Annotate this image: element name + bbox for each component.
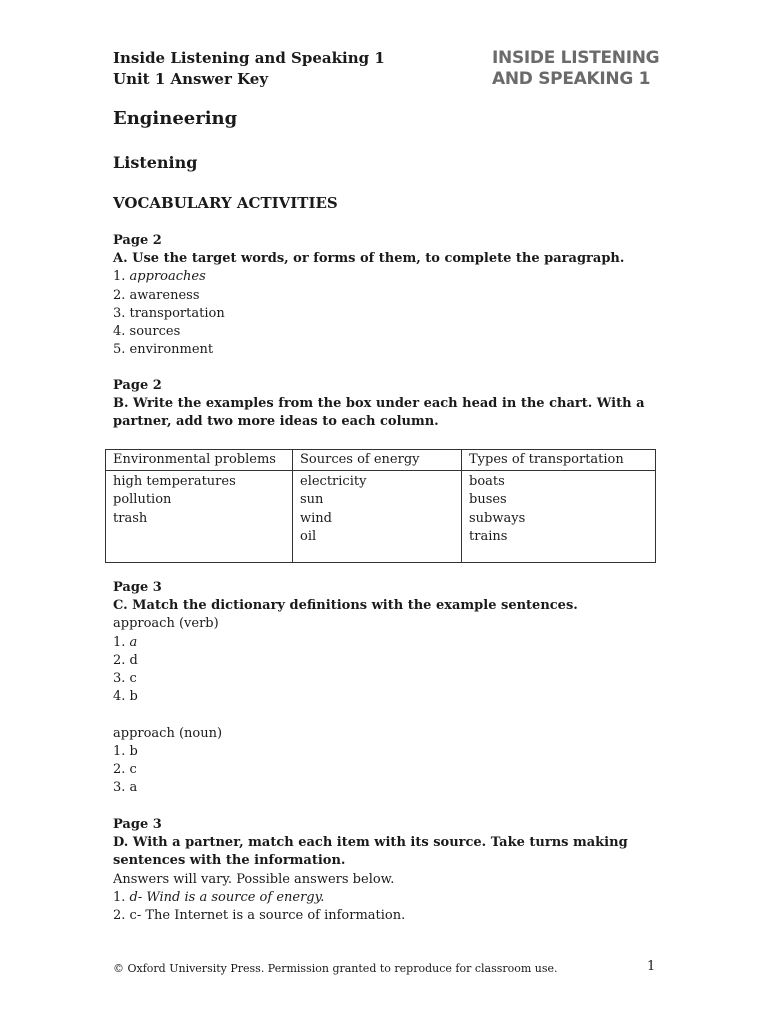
- section-heading: Listening: [113, 153, 198, 172]
- examples-chart: [105, 449, 656, 563]
- table-header: Types of transportation: [462, 450, 656, 471]
- table-header-row: [106, 450, 656, 471]
- list-item: 2. d: [113, 652, 138, 668]
- activity-b: [113, 377, 658, 432]
- table-row: [106, 471, 656, 563]
- note: Answers will vary. Possible answers below.: [113, 871, 395, 887]
- table-cell: boats buses subways trains: [462, 471, 656, 563]
- table-header: Sources of energy: [293, 450, 462, 471]
- table-cell: high temperatures pollution trash: [106, 471, 293, 563]
- unit-title: Unit 1 Answer Key: [113, 70, 269, 88]
- logo-line-1: INSIDE LISTENING: [492, 48, 660, 68]
- page-ref: Page 3: [113, 817, 162, 832]
- list-item: 1. approaches: [113, 269, 206, 285]
- page-ref: Page 2: [113, 233, 162, 248]
- list-item: 5. environment: [113, 342, 214, 358]
- activity-d: [113, 816, 658, 925]
- instruction: A. Use the target words, or forms of them, to complete the paragraph.: [113, 251, 625, 267]
- list-item: 1. a: [113, 634, 138, 650]
- list-item: 2. awareness: [113, 287, 200, 303]
- page-ref: Page 2: [113, 378, 162, 393]
- page-number: 1: [647, 959, 656, 974]
- group-label: approach (noun): [113, 725, 223, 741]
- page-ref: Page 3: [113, 580, 162, 595]
- list-item: 2. c: [113, 762, 137, 778]
- activity-a: [113, 232, 658, 359]
- list-item: 1. b: [113, 743, 138, 759]
- activity-c: [113, 579, 658, 797]
- book-title: Inside Listening and Speaking 1: [113, 49, 385, 67]
- list-item: 3. c: [113, 671, 137, 687]
- list-item: 4. sources: [113, 324, 181, 340]
- group-label: approach (verb): [113, 616, 219, 632]
- logo-line-2: AND SPEAKING 1: [492, 69, 651, 89]
- list-item: 1. d- Wind is a source of energy.: [113, 889, 325, 905]
- instruction: C. Match the dictionary definitions with the example sentences.: [113, 598, 578, 614]
- unit-topic-title: Engineering: [113, 108, 238, 129]
- instruction: D. With a partner, match each item with its source. Take turns making sentences with the information.: [113, 835, 628, 869]
- series-logo: [492, 48, 659, 90]
- subsection-heading: VOCABULARY ACTIVITIES: [113, 194, 338, 212]
- table-cell: electricity sun wind oil: [293, 471, 462, 563]
- list-item: 4. b: [113, 689, 138, 705]
- list-item: 3. a: [113, 780, 138, 796]
- list-item: 2. c- The Internet is a source of information.: [113, 908, 406, 924]
- document-header: [113, 48, 385, 90]
- table-header: Environmental problems: [106, 450, 293, 471]
- instruction: B. Write the examples from the box under each head in the chart. With a partner, add two more ideas to each column.: [113, 396, 645, 430]
- copyright-footer: © Oxford University Press. Permission granted to reproduce for classroom use.: [113, 962, 558, 975]
- list-item: 3. transportation: [113, 305, 225, 321]
